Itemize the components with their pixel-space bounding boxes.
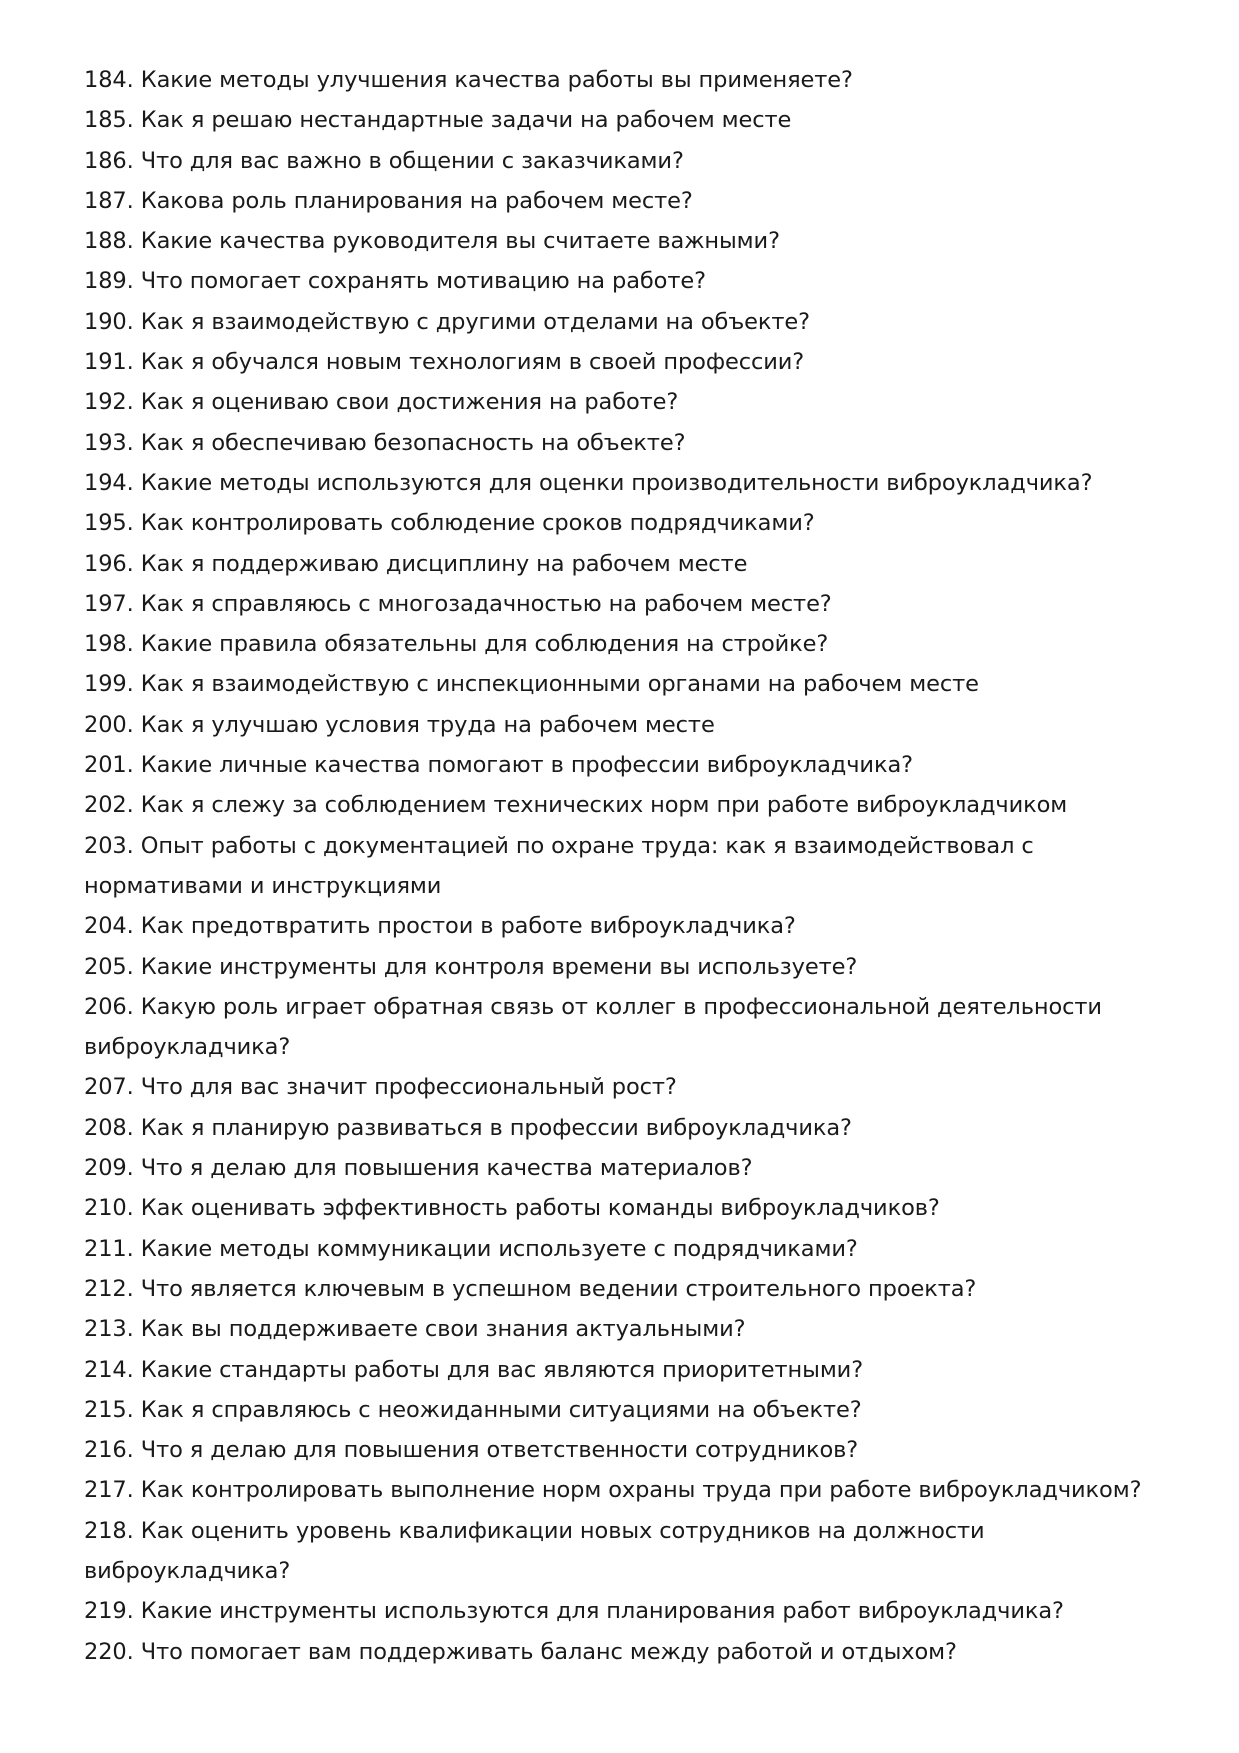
list-item: 215. Как я справляюсь с неожиданными ситуациями на объекте? — [84, 1396, 862, 1423]
list-item: 195. Как контролировать соблюдение сроков подрядчиками? — [84, 510, 815, 537]
list-item: 187. Какова роль планирования на рабочем месте? — [84, 187, 693, 214]
list-item: 216. Что я делаю для повышения ответственности сотрудников? — [84, 1437, 859, 1464]
list-item: 211. Какие методы коммуникации используете с подрядчиками? — [84, 1235, 858, 1262]
list-item: 207. Что для вас значит профессиональный рост? — [84, 1074, 677, 1101]
list-item: 217. Как контролировать выполнение норм охраны труда при работе виброукладчиком? — [84, 1477, 1142, 1504]
list-item: 210. Как оценивать эффективность работы команды виброукладчиков? — [84, 1195, 940, 1222]
list-item: 212. Что является ключевым в успешном ведении строительного проекта? — [84, 1275, 977, 1302]
list-item: 218. Как оценить уровень квалификации новых сотрудников на должности виброукладчика? — [84, 1517, 985, 1584]
list-item: 219. Какие инструменты используются для планирования работ виброукладчика? — [84, 1598, 1064, 1625]
list-item: 194. Какие методы используются для оценки производительности виброукладчика? — [84, 469, 1093, 496]
list-item: 206. Какую роль играет обратная связь от коллег в профессиональной деятельности виброукладчика? — [84, 993, 1102, 1061]
list-item: 200. Как я улучшаю условия труда на рабочем месте — [84, 711, 715, 738]
list-item: 186. Что для вас важно в общении с заказчиками? — [84, 147, 684, 174]
list-item: 204. Как предотвратить простои в работе виброукладчика? — [84, 913, 796, 940]
list-item: 185. Как я решаю нестандартные задачи на рабочем месте — [84, 107, 792, 134]
list-item: 188. Какие качества руководителя вы считаете важными? — [84, 228, 780, 255]
list-item: 184. Какие методы улучшения качества работы вы применяете? — [84, 67, 853, 93]
list-item: 198. Какие правила обязательны для соблюдения на стройке? — [84, 631, 829, 658]
list-item: 201. Какие личные качества помогают в профессии виброукладчика? — [84, 752, 913, 779]
list-item: 192. Как я оцениваю свои достижения на работе? — [84, 389, 679, 416]
list-item: 196. Как я поддерживаю дисциплину на рабочем месте — [84, 550, 748, 577]
list-item: 197. Как я справляюсь с многозадачностью на рабочем месте? — [84, 590, 832, 617]
list-item: 191. Как я обучался новым технологиям в своей профессии? — [84, 349, 805, 376]
list-item: 220. Что помогает вам поддерживать баланс между работой и отдыхом? — [84, 1638, 957, 1665]
list-item: 213. Как вы поддерживаете свои знания актуальными? — [84, 1316, 746, 1343]
question-list — [84, 60, 1164, 1672]
list-item: 190. Как я взаимодействую с другими отделами на объекте? — [84, 308, 810, 335]
list-item: 203. Опыт работы с документацией по охране труда: как я взаимодействовал с нормативами и инструкциями — [84, 832, 1034, 899]
list-item: 205. Какие инструменты для контроля времени вы используете? — [84, 953, 858, 980]
list-item: 193. Как я обеспечиваю безопасность на объекте? — [84, 429, 686, 456]
list-item: 202. Как я слежу за соблюдением технических норм при работе виброукладчиком — [84, 792, 1068, 819]
list-item: 208. Как я планирую развиваться в профессии виброукладчика? — [84, 1114, 852, 1141]
list-item: 199. Как я взаимодействую с инспекционными органами на рабочем месте — [84, 671, 979, 698]
list-item: 209. Что я делаю для повышения качества материалов? — [84, 1155, 753, 1182]
list-item: 214. Какие стандарты работы для вас являются приоритетными? — [84, 1356, 864, 1383]
list-item: 189. Что помогает сохранять мотивацию на работе? — [84, 268, 706, 295]
